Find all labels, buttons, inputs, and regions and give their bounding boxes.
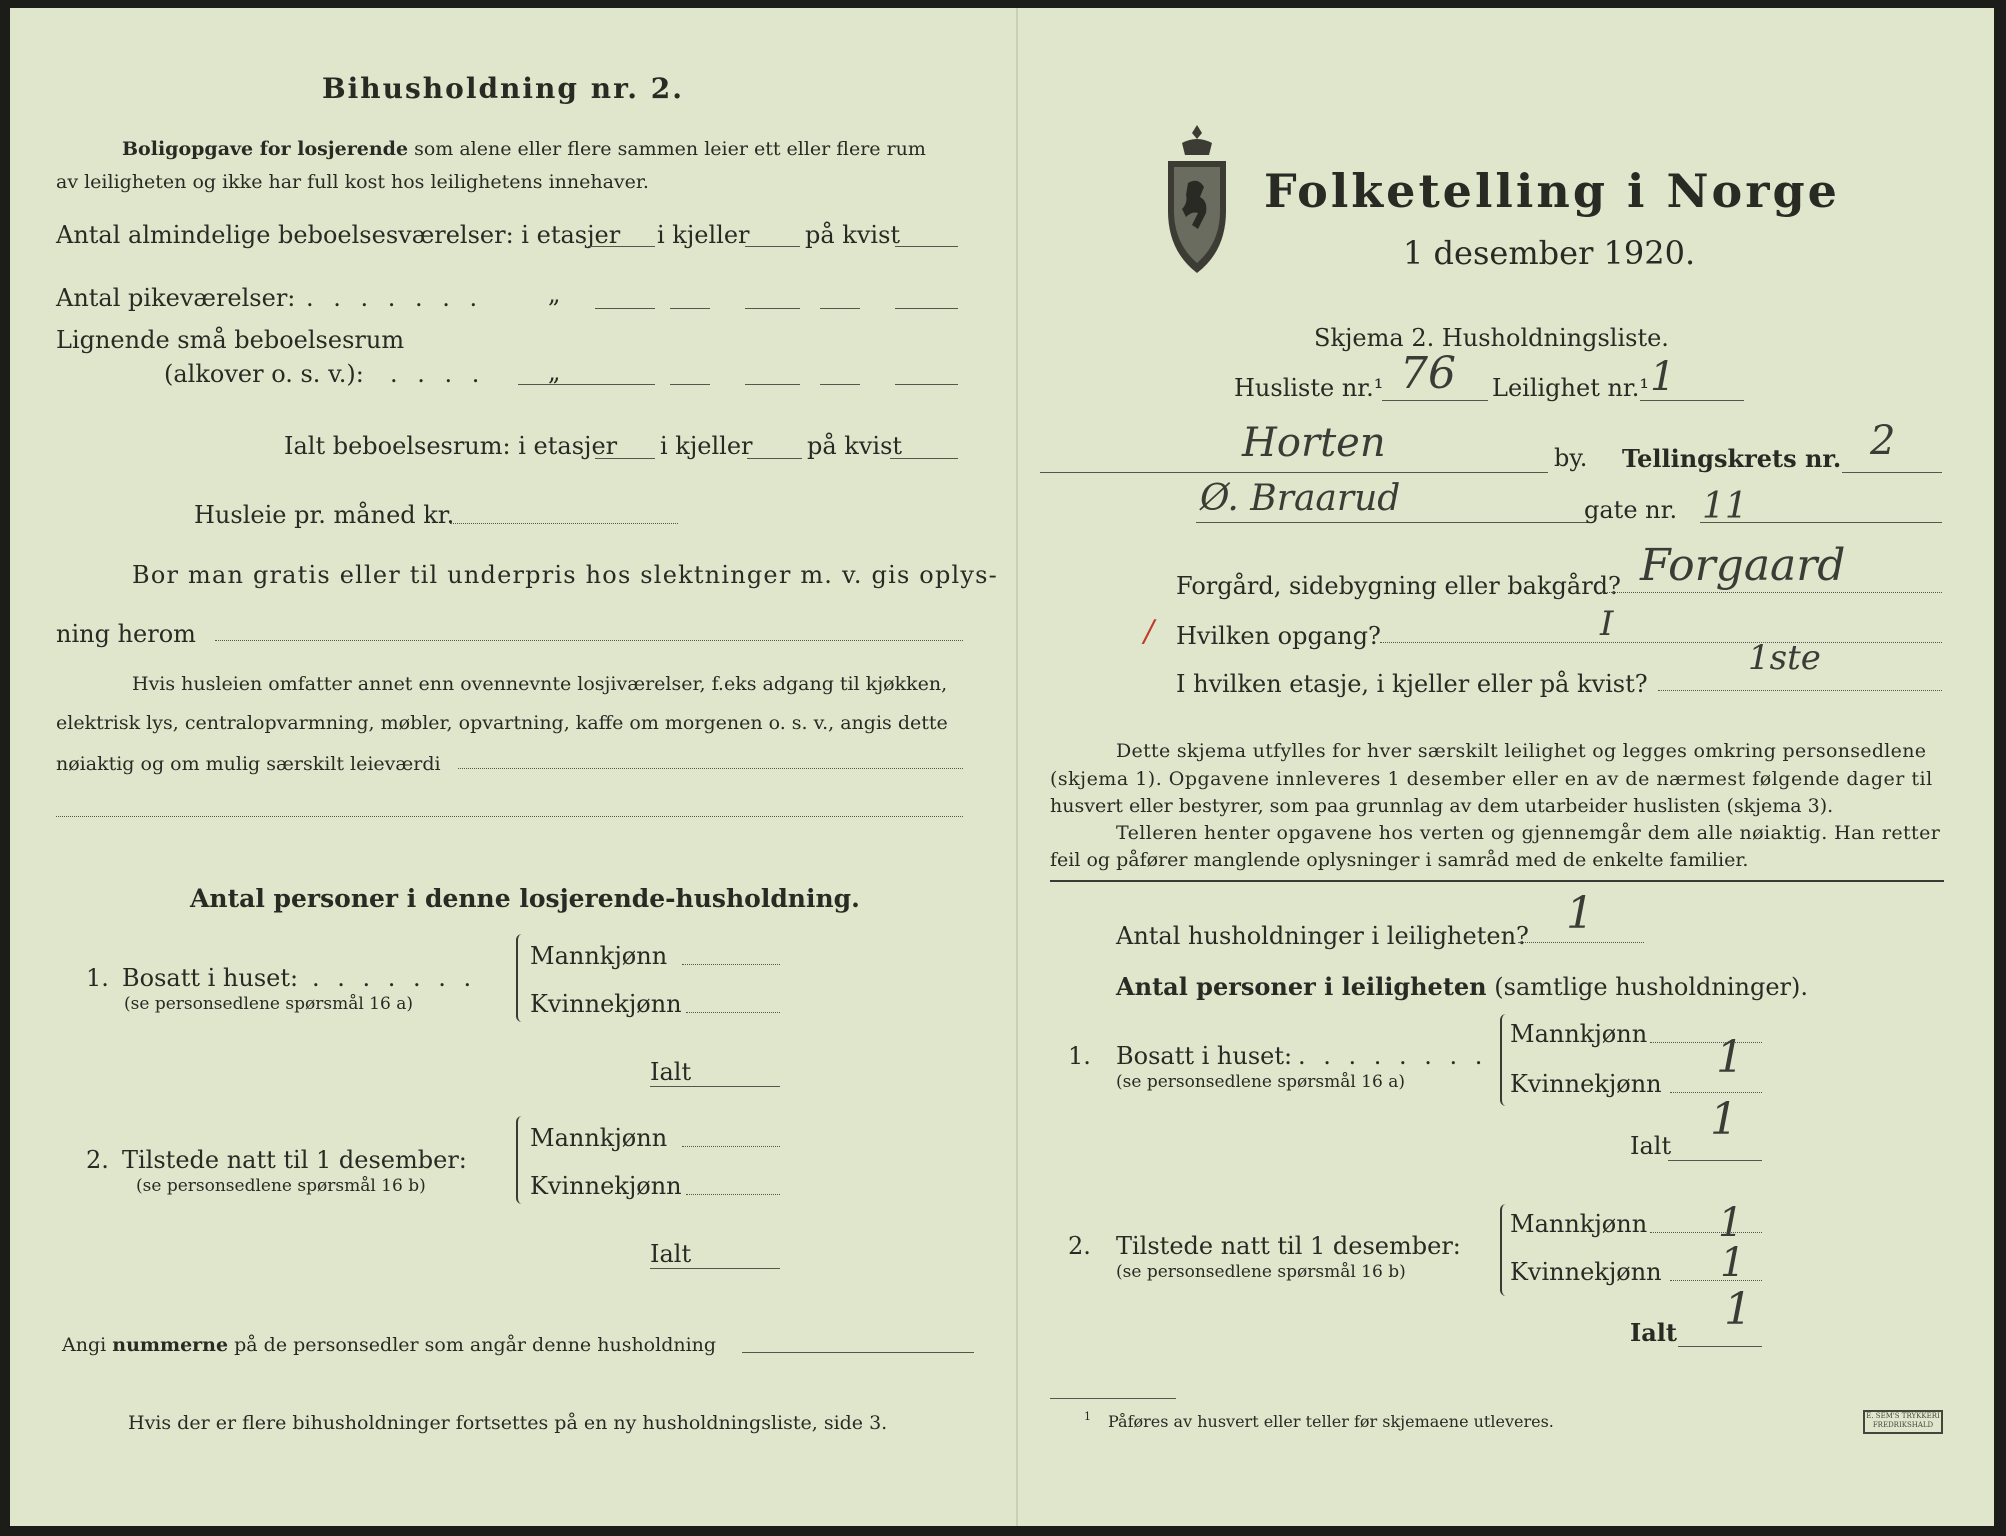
right-q2-label: Tilstede natt til 1 desember:: [1116, 1232, 1461, 1260]
left-q1-ialt-field[interactable]: [650, 1086, 780, 1087]
left-q2-ialt-field[interactable]: [650, 1268, 780, 1269]
right-q1-kvinne-field[interactable]: [1670, 1092, 1762, 1093]
footnote-rule: [1050, 1398, 1176, 1399]
right-q2-mann-field[interactable]: [1650, 1232, 1762, 1233]
right-q1-ialt-value: 1: [1710, 1094, 1738, 1145]
gate-nr-value: 11: [1702, 486, 1748, 527]
right-q1-mann-field[interactable]: [1650, 1042, 1762, 1043]
husleie-field[interactable]: [450, 523, 678, 524]
right-q1-mann-label: Mannkjønn: [1510, 1020, 1648, 1048]
lignende-kvist-field-2[interactable]: [820, 384, 860, 385]
dette-line-1: Dette skjema utfylles for hver særskilt leilighet og legges omkring personsedlene: [1116, 740, 1927, 762]
left-q2-ref: (se personsedlene spørsmål 16 b): [136, 1176, 426, 1196]
right-q1-dots: . . . . . . . .: [1298, 1042, 1488, 1070]
main-date: 1 desember 1920.: [1403, 234, 1696, 272]
center-fold: [1016, 8, 1018, 1526]
intro-bold: Boligopgave for losjerende: [122, 138, 409, 160]
opgang-value: I: [1600, 604, 1614, 644]
right-q2-ref: (se personsedlene spørsmål 16 b): [1116, 1262, 1406, 1282]
ialt-etasjer-field[interactable]: [595, 458, 655, 459]
etasje-value: 1ste: [1748, 638, 1821, 678]
left-q2-ialt-label: Ialt: [650, 1240, 692, 1268]
krets-field[interactable]: [1842, 472, 1942, 473]
left-q1-num: 1.: [86, 964, 109, 992]
antal-hush-field[interactable]: [1518, 942, 1644, 943]
hvis-line-1: Hvis husleien omfatter annet enn ovennevnte losjiværelser, f.eks adgang til kjøkken,: [132, 673, 948, 695]
ialt-kjeller-label: i kjeller: [660, 432, 753, 460]
leilighet-value: 1: [1650, 354, 1676, 400]
right-q1-kvinne-value: 1: [1716, 1032, 1744, 1083]
etasje-field[interactable]: [1658, 690, 1942, 691]
left-title: Bihusholdning nr. 2.: [322, 72, 684, 105]
right-persons-heading-rest: (samtlige husholdninger).: [1494, 973, 1809, 1001]
right-q1-ialt-field[interactable]: [1668, 1160, 1762, 1161]
right-q1-num: 1.: [1068, 1042, 1091, 1070]
pike-kvist-field-2[interactable]: [820, 308, 860, 309]
left-q2-kvinne-label: Kvinnekjønn: [530, 1172, 682, 1200]
lignende-kjeller-field[interactable]: [670, 384, 710, 385]
lignende-line-1: Lignende små beboelsesrum: [56, 326, 405, 354]
right-q2-ialt-label: Ialt: [1630, 1318, 1677, 1347]
hvis-line-3: nøiaktig og om mulig særskilt leieværdi: [56, 753, 441, 775]
lignende-ditto: „: [548, 358, 561, 386]
right-persons-heading: [1116, 972, 1808, 1001]
right-q1-kvinne-label: Kvinnekjønn: [1510, 1070, 1662, 1098]
hvis-line-2: elektrisk lys, centralopvarmning, møbler, opvartning, kaffe om morgenen o. s. v., angis dette: [56, 712, 948, 734]
left-q2-mann-field[interactable]: [682, 1146, 780, 1147]
krets-value: 2: [1870, 418, 1896, 464]
right-q1-label: Bosatt i huset:: [1116, 1042, 1293, 1070]
pike-kjeller-field[interactable]: [670, 308, 710, 309]
right-q2-kvinne-field[interactable]: [1670, 1280, 1762, 1281]
right-q1-ialt-label: Ialt: [1630, 1132, 1672, 1160]
right-q2-mann-value: 1: [1718, 1200, 1744, 1246]
lignende-dots: . . . .: [390, 360, 486, 388]
footnote-text: Påføres av husvert eller teller før skjemaene utleveres.: [1108, 1412, 1554, 1431]
main-title: Folketelling i Norge: [1264, 164, 1840, 218]
angi-bold: nummerne: [112, 1334, 229, 1356]
rooms-label: Antal almindelige beboelsesværelser: i etasjer: [56, 221, 621, 249]
gate-label: gate nr.: [1584, 496, 1678, 524]
opgang-label: Hvilken opgang?: [1176, 622, 1381, 650]
left-q1-ref: (se personsedlene spørsmål 16 a): [124, 994, 413, 1014]
skjema-label: Skjema 2. Husholdningsliste.: [1314, 324, 1669, 352]
pike-etasjer-field[interactable]: [595, 308, 655, 309]
by-value: Horten: [1242, 420, 1386, 466]
leieverdi-field-2[interactable]: [56, 816, 963, 817]
rooms-kvist-label: på kvist: [805, 221, 901, 249]
left-q1-label: Bosatt i huset:: [122, 964, 299, 992]
leilighet-field[interactable]: [1640, 400, 1744, 401]
ialt-kjeller-field[interactable]: [747, 458, 802, 459]
lignende-kvist-field[interactable]: [745, 384, 800, 385]
by-label: by.: [1554, 444, 1588, 472]
ialt-kvist-label: på kvist: [807, 432, 903, 460]
left-q1-dots: . . . . . . .: [312, 964, 477, 992]
left-q2-num: 2.: [86, 1146, 109, 1174]
right-q1-ref: (se personsedlene spørsmål 16 a): [1116, 1072, 1405, 1092]
right-persons-heading-bold: Antal personer i leiligheten: [1116, 972, 1487, 1001]
pike-label: Antal pikeværelser:: [56, 284, 296, 312]
rooms-kjeller-field[interactable]: [745, 246, 800, 247]
left-q1-brace: [516, 934, 528, 1022]
lignende-extra-field[interactable]: [895, 384, 958, 385]
left-q2-mann-label: Mannkjønn: [530, 1124, 668, 1152]
leilighet-label: Leilighet nr.¹: [1492, 374, 1650, 402]
section-rule: [1050, 880, 1944, 882]
left-q1-mann-label: Mannkjønn: [530, 942, 668, 970]
opgang-field[interactable]: [1380, 642, 1942, 643]
angi-part-1: Angi: [62, 1334, 107, 1356]
left-intro-line-2: av leiligheten og ikke har full kost hos leilighetens innehaver.: [56, 171, 649, 193]
lignende-etasjer-field[interactable]: [518, 384, 655, 385]
left-q1-kvinne-field[interactable]: [686, 1012, 780, 1013]
right-q2-ialt-value: 1: [1724, 1284, 1752, 1335]
ialt-rooms-label: Ialt beboelsesrum: i etasjer: [284, 432, 618, 460]
rooms-etasjer-field[interactable]: [588, 246, 655, 247]
forgaard-value: Forgaard: [1640, 540, 1846, 591]
rooms-kvist-field[interactable]: [895, 246, 958, 247]
pike-kvist-field[interactable]: [745, 308, 800, 309]
angi-field[interactable]: [742, 1352, 974, 1353]
krets-label: Tellingskrets nr.: [1622, 444, 1842, 473]
left-q2-kvinne-field[interactable]: [686, 1194, 780, 1195]
dette-line-5: feil og påfører manglende oplysninger i samråd med de enkelte familier.: [1050, 849, 1749, 871]
left-persons-heading: Antal personer i denne losjerende-husholdning.: [190, 884, 860, 913]
left-q1-mann-field[interactable]: [682, 964, 780, 965]
left-q2-brace: [516, 1116, 528, 1204]
right-q2-kvinne-value: 1: [1720, 1240, 1746, 1286]
pike-extra-field[interactable]: [895, 308, 958, 309]
etasje-label: I hvilken etasje, i kjeller eller på kvist?: [1176, 670, 1648, 698]
angi-line: [62, 1334, 716, 1356]
bor-man-field[interactable]: [215, 640, 963, 641]
husliste-label: Husliste nr.¹: [1234, 374, 1384, 402]
opgang-check-mark: /: [1144, 614, 1155, 649]
forgaard-field[interactable]: [1600, 592, 1942, 593]
bor-man-line-1: Bor man gratis eller til underpris hos slektninger m. v. gis oplys-: [132, 561, 998, 589]
gate-field[interactable]: [1196, 522, 1590, 523]
forgaard-label: Forgård, sidebygning eller bakgård?: [1176, 572, 1621, 600]
rooms-kjeller-label: i kjeller: [657, 221, 750, 249]
flere-note: Hvis der er flere bihusholdninger fortsettes på en ny husholdningsliste, side 3.: [128, 1412, 888, 1434]
dette-line-3: husvert eller bestyrer, som paa grunnlag av dem utarbeider huslisten (skjema 3).: [1050, 795, 1834, 817]
husliste-value: 76: [1400, 348, 1456, 399]
left-q2-label: Tilstede natt til 1 desember:: [122, 1146, 467, 1174]
ialt-kvist-field[interactable]: [890, 458, 958, 459]
gate-value: Ø. Braarud: [1200, 478, 1401, 519]
angi-part-2: på de personsedler som angår denne husholdning: [234, 1334, 717, 1356]
dette-line-4: Telleren henter opgavene hos verten og gjennemgår dem alle nøiaktig. Han retter: [1116, 822, 1941, 844]
pike-dots: . . . . . . .: [306, 284, 484, 312]
left-q1-ialt-label: Ialt: [650, 1058, 692, 1086]
lignende-line-2: (alkover o. s. v.):: [164, 360, 364, 388]
footnote-num: 1: [1084, 1410, 1091, 1423]
right-q2-kvinne-label: Kvinnekjønn: [1510, 1258, 1662, 1286]
antal-hush-label: Antal husholdninger i leiligheten?: [1116, 922, 1529, 950]
dette-line-2: (skjema 1). Opgavene innleveres 1 desember eller en av de nærmest følgende dager til: [1050, 768, 1933, 790]
pike-ditto: „: [548, 280, 561, 308]
right-q2-mann-label: Mannkjønn: [1510, 1210, 1648, 1238]
leieverdi-field[interactable]: [458, 768, 963, 769]
husleie-label: Husleie pr. måned kr.: [194, 501, 455, 529]
intro-rest-1: som alene eller flere sammen leier ett eller flere rum: [414, 138, 926, 160]
census-form-sheet: [10, 8, 1994, 1526]
right-q2-ialt-field[interactable]: [1678, 1346, 1762, 1347]
husliste-field[interactable]: [1382, 400, 1488, 401]
bor-man-line-2: ning herom: [56, 620, 196, 648]
printer-stamp: E. SEM'S TRYKKERI FREDRIKSHALD: [1863, 1410, 1943, 1434]
left-intro-line-1: [122, 138, 926, 160]
coat-of-arms-icon: [1158, 123, 1236, 283]
antal-hush-value: 1: [1566, 888, 1594, 939]
right-q2-num: 2.: [1068, 1232, 1091, 1260]
left-q1-kvinne-label: Kvinnekjønn: [530, 990, 682, 1018]
by-field[interactable]: [1040, 472, 1548, 473]
